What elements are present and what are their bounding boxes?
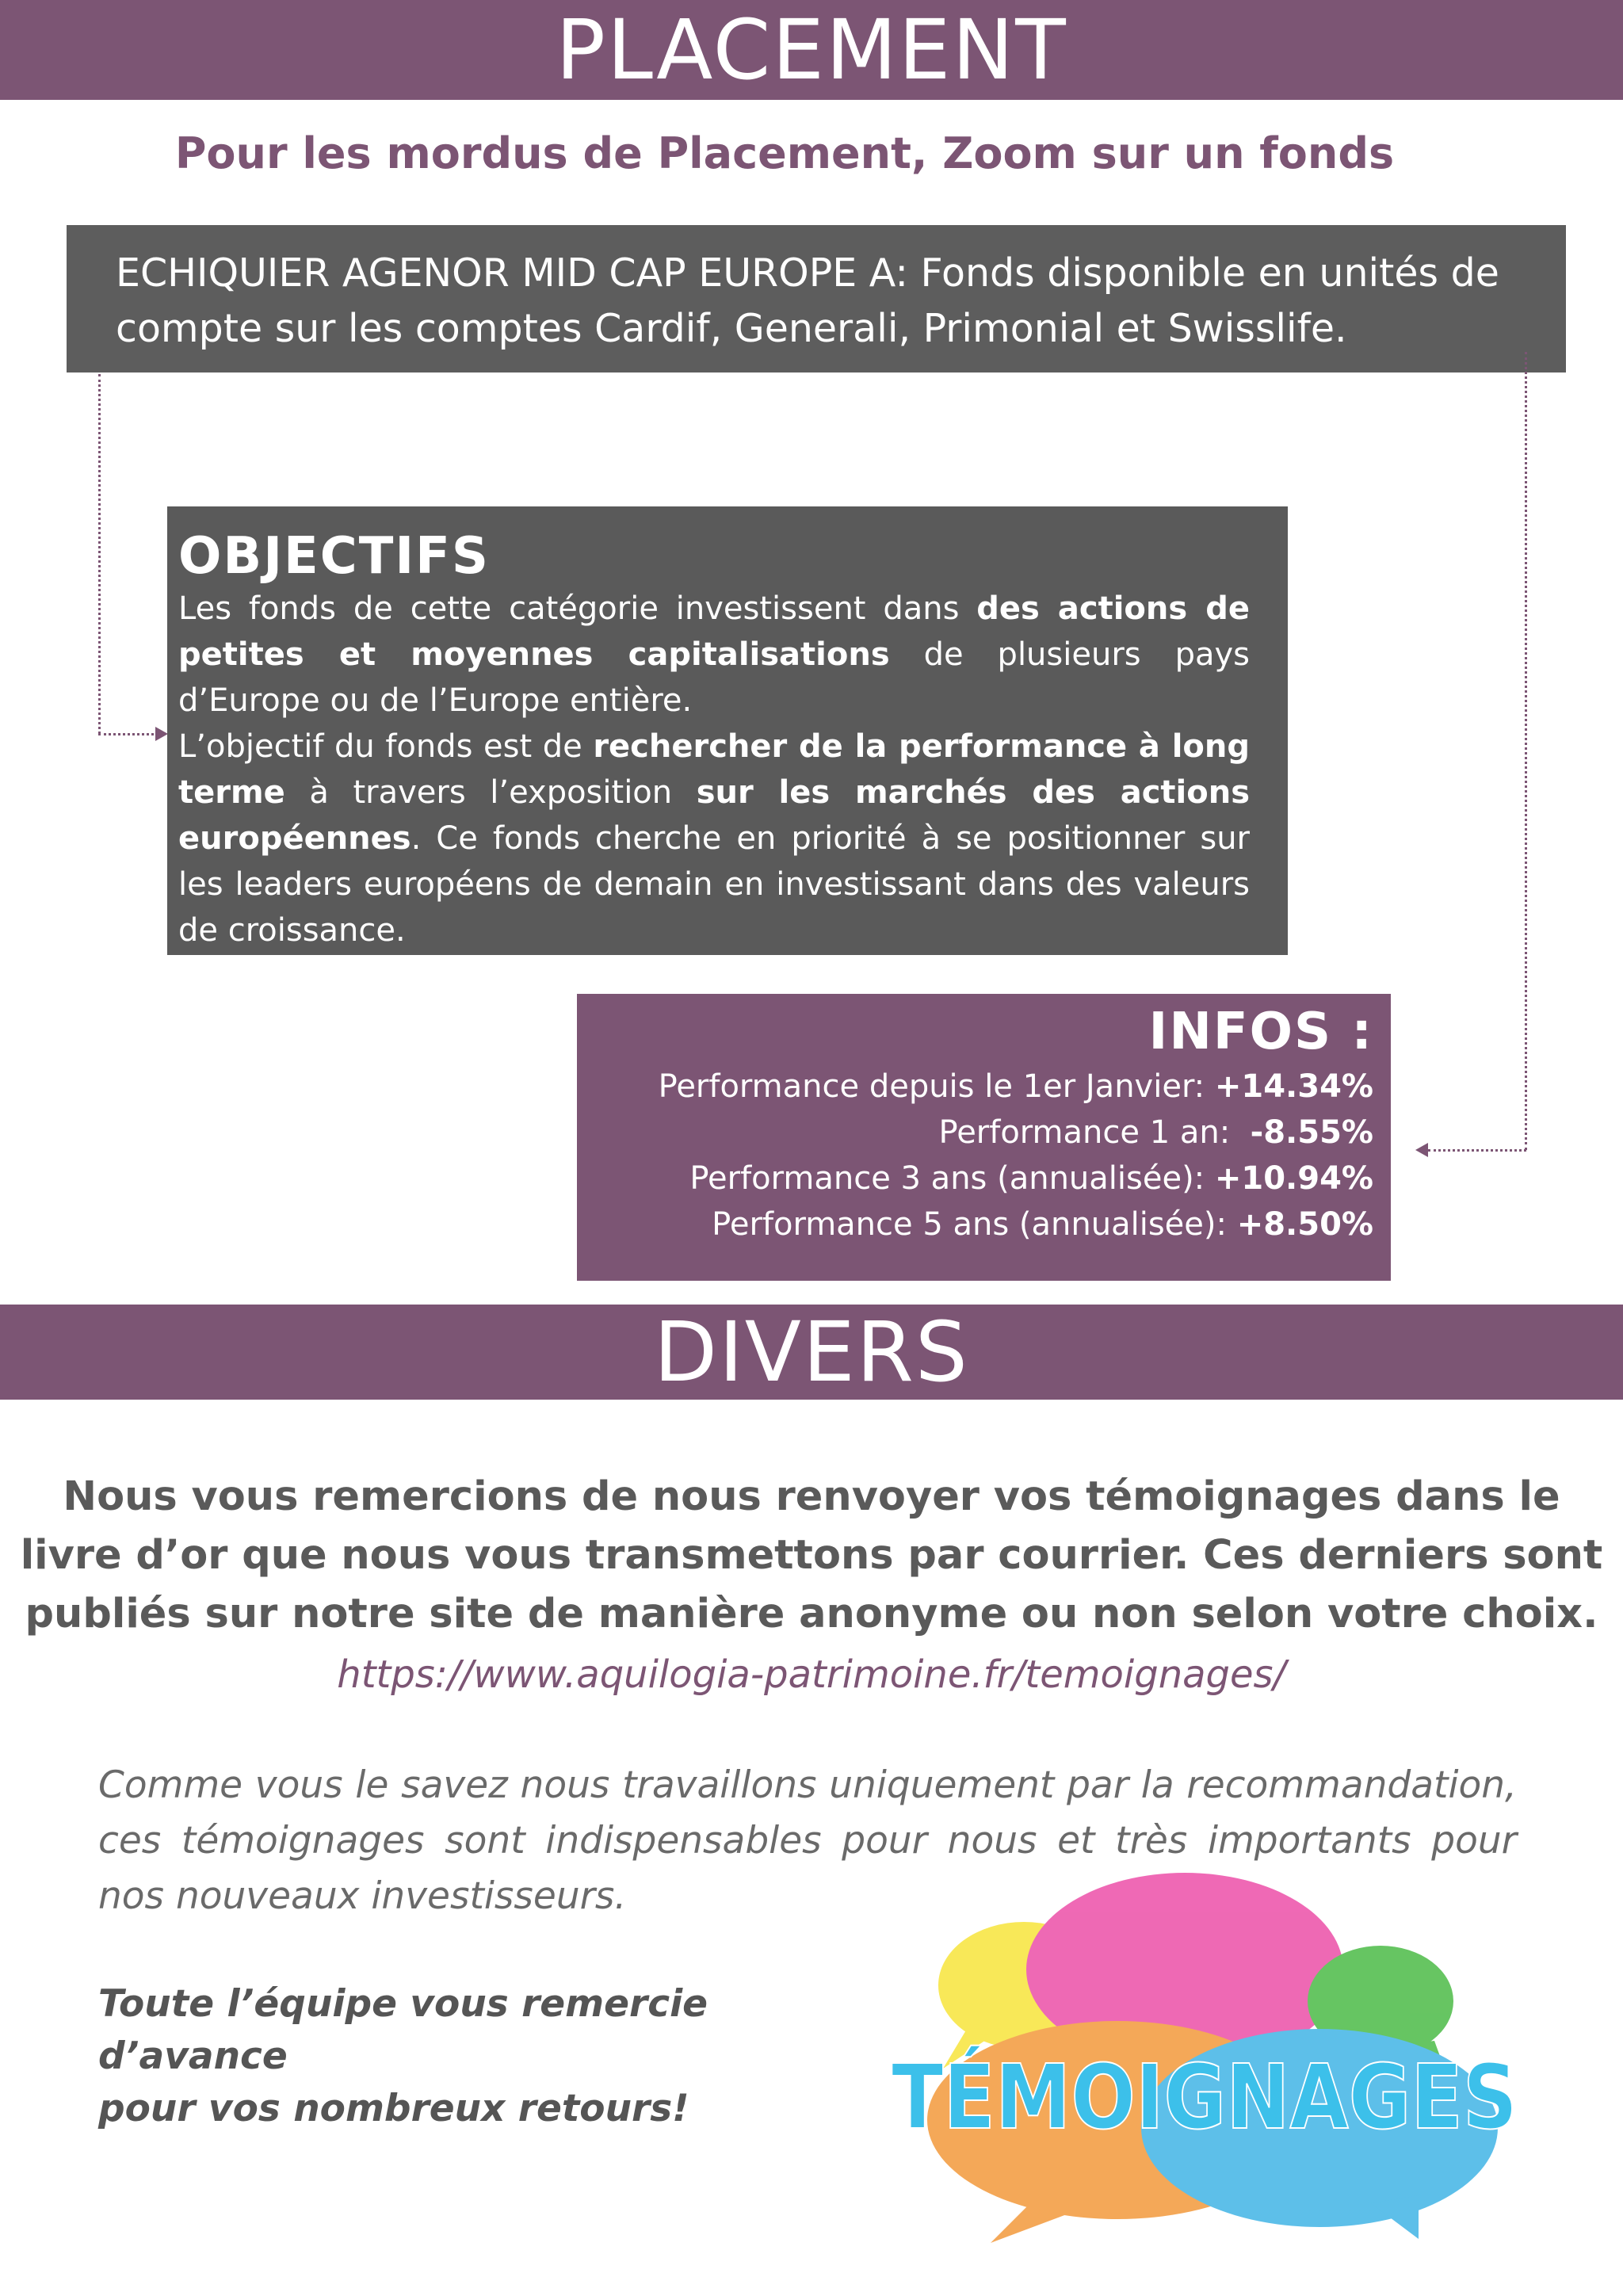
objectifs-text bbox=[178, 586, 1250, 953]
placement-subtitle: Pour les mordus de Placement, Zoom sur un fonds bbox=[174, 128, 1395, 178]
recommendation-text: Comme vous le savez nous travaillons uniquement par la recommandation, ces témoignages sont indispensables pour nous et très importants pour nos nouveaux investisseurs. bbox=[98, 1763, 1517, 1918]
testimonials-link[interactable]: https://www.aquilogia-patrimoine.fr/temoignages/ bbox=[337, 1652, 1286, 1697]
fund-description-line1: ECHIQUIER AGENOR MID CAP EUROPE A: Fonds disponible en unités de bbox=[116, 250, 1499, 296]
objectifs-title: OBJECTIFS bbox=[178, 527, 490, 586]
performance-value: -8.55% bbox=[1250, 1114, 1373, 1151]
fund-description-box bbox=[67, 225, 1566, 372]
connector-left-arrow-icon bbox=[155, 727, 168, 741]
placement-section-header: PLACEMENT bbox=[0, 0, 1623, 100]
infos-box bbox=[577, 994, 1391, 1281]
performance-value: +10.94% bbox=[1214, 1160, 1373, 1197]
performance-row bbox=[577, 1110, 1373, 1156]
temoignages-logo bbox=[880, 1870, 1623, 2251]
performance-label: Performance 5 ans (annualisée): bbox=[712, 1206, 1237, 1243]
objectifs-box bbox=[167, 506, 1288, 955]
temoignages-logo-text: TÉMOIGNAGES bbox=[892, 2046, 1623, 2149]
connector-left-horizontal bbox=[98, 733, 158, 735]
objectifs-p2-text-end: . Ce fonds cherche en priorité à se positionner sur les leaders européens de demain en investissant dans des valeurs de croissance. bbox=[178, 820, 1250, 949]
performance-row bbox=[577, 1064, 1373, 1110]
performance-label: Performance 1 an: bbox=[938, 1114, 1251, 1151]
connector-right-arrow-icon bbox=[1415, 1143, 1428, 1157]
divers-section-header: DIVERS bbox=[0, 1305, 1623, 1400]
testimonials-request-line3: publiés sur notre site de manière anonyme ou non selon votre choix. bbox=[25, 1591, 1598, 1637]
fund-description-line2: compte sur les comptes Cardif, Generali, Primonial et Swisslife. bbox=[116, 306, 1347, 351]
objectifs-p2-text-mid: à travers l’exposition bbox=[285, 774, 697, 811]
objectifs-p2-bold-1: rechercher de la performance à long terme bbox=[178, 728, 1250, 811]
objectifs-p1-text-end: de plusieurs pays d’Europe ou de l’Europe entière. bbox=[178, 636, 1250, 719]
testimonials-request-line2: livre d’or que nous vous transmettons par courrier. Ces derniers sont bbox=[20, 1532, 1603, 1579]
connector-right-horizontal bbox=[1428, 1149, 1526, 1152]
performance-row bbox=[577, 1156, 1373, 1201]
team-thanks-line2: pour vos nombreux retours! bbox=[98, 2087, 689, 2130]
objectifs-p1-text: Les fonds de cette catégorie investissent dans bbox=[178, 590, 977, 627]
performance-value: +8.50% bbox=[1236, 1206, 1373, 1243]
testimonials-request-text bbox=[0, 1468, 1623, 1644]
infos-title: INFOS : bbox=[1148, 1003, 1373, 1061]
performance-row bbox=[577, 1201, 1373, 1247]
objectifs-paragraph-1 bbox=[178, 586, 1250, 724]
objectifs-paragraph-2 bbox=[178, 724, 1250, 953]
testimonials-request-line1: Nous vous remercions de nous renvoyer vos témoignages dans le bbox=[63, 1473, 1560, 1520]
performance-label: Performance depuis le 1er Janvier: bbox=[658, 1068, 1215, 1105]
team-thanks-text bbox=[98, 1978, 812, 2135]
performance-label: Performance 3 ans (annualisée): bbox=[689, 1160, 1215, 1197]
connector-right-vertical bbox=[1525, 352, 1527, 1150]
connector-left-vertical bbox=[98, 374, 101, 734]
objectifs-p1-bold: des actions de petites et moyennes capitalisations bbox=[178, 590, 1250, 673]
objectifs-p2-text: L’objectif du fonds est de bbox=[178, 728, 594, 765]
objectifs-p2-bold-2: sur les marchés des actions européennes bbox=[178, 774, 1250, 857]
performance-value: +14.34% bbox=[1214, 1068, 1373, 1105]
team-thanks-line1: Toute l’équipe vous remercie d’avance bbox=[98, 1982, 708, 2078]
